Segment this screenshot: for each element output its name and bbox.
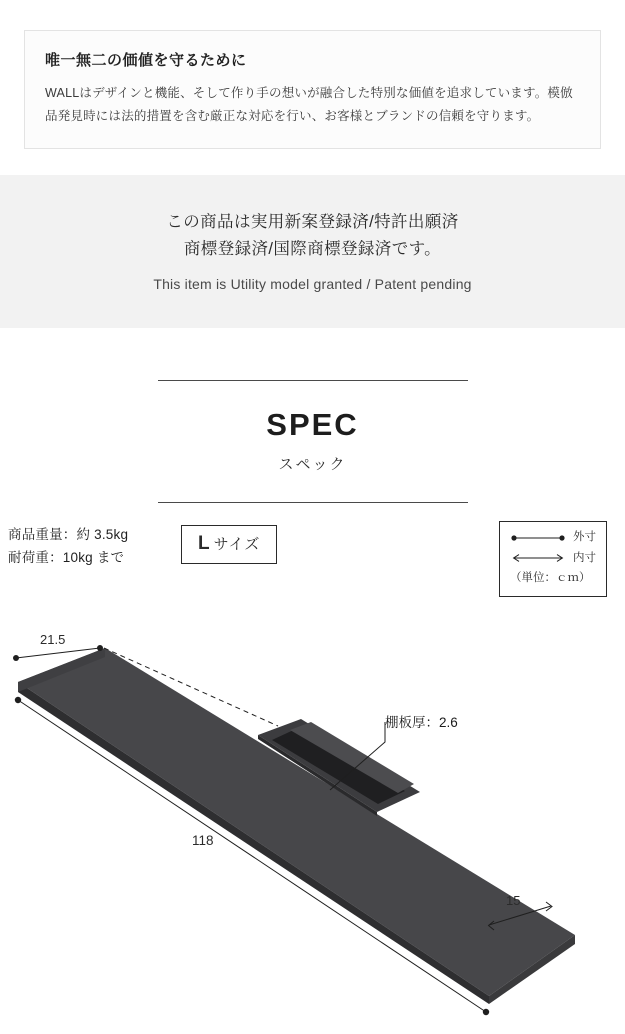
dim-118-dot-right (483, 1009, 489, 1015)
size-badge-suffix: サイズ (213, 535, 261, 553)
product-weight-label: 商品重量：約 3.5kg (8, 526, 129, 542)
spec-title: SPEC (266, 406, 359, 442)
shelf-top-face (18, 648, 575, 996)
dim-width-label: 118 (192, 833, 214, 848)
legend-label-inner: 内寸 (573, 551, 596, 564)
load-capacity-label: 耐荷重：10kg まで (8, 550, 125, 566)
dim-215-dot-left (13, 655, 19, 661)
patent-line-1: この商品は実用新案登録済/特許出願済 (166, 213, 459, 232)
legend-unit-label: （単位：ｃｍ） (510, 572, 591, 585)
patent-line-2: 商標登録済/国際商標登録済です。 (183, 240, 442, 259)
legend-label-outer: 外寸 (573, 530, 596, 543)
patent-text-en: This item is Utility model granted / Patent pending (153, 275, 472, 292)
value-notice-title: 唯一無二の価値を守るために (45, 52, 247, 69)
dim-118-dot-left (15, 697, 21, 703)
dim-side-label: 15 (506, 893, 521, 908)
value-notice-body: WALLはデザインと機能、そして作り手の想いが融合した特別な価値を追求しています。模倣品発見時には法的措置を含む厳正な対応を行い、お客様とブランドの信頼を守ります。 (45, 86, 573, 124)
spec-subtitle: スペック (278, 455, 347, 473)
shelf-thickness-label: 棚板厚：2.6 (385, 715, 458, 730)
size-badge-letter: L (198, 532, 211, 554)
dim-215-dot-right (97, 645, 103, 651)
dim-depth-label: 21.5 (40, 632, 66, 647)
